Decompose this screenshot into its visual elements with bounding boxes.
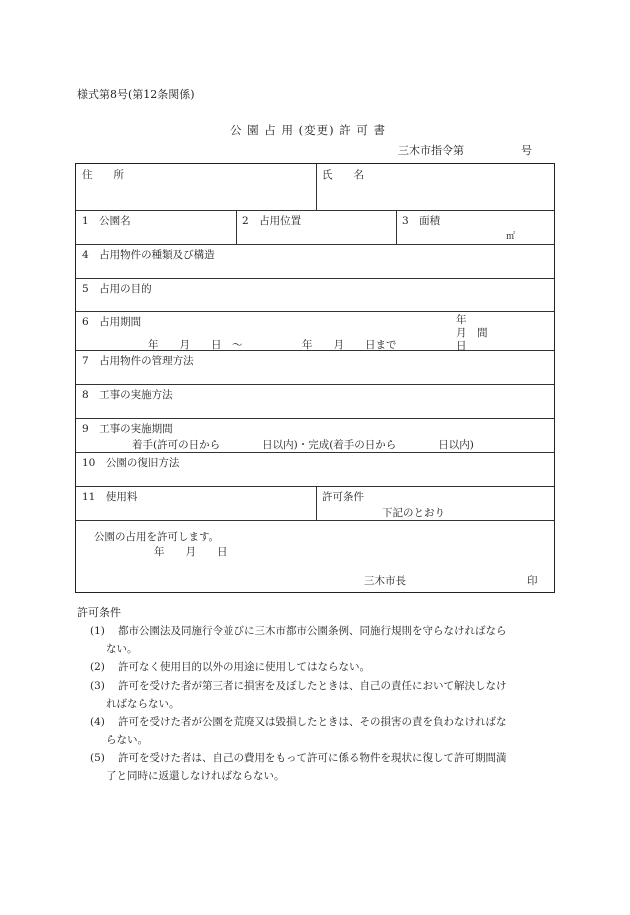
condition-number: (3) — [90, 680, 105, 692]
condition-text: 許可を受けた者は、自己の費用をもって許可に係る物件を現状に復して許可期間満 — [118, 752, 507, 764]
period-to: 年 月 日まで — [302, 339, 397, 351]
seal-label: 印 — [527, 575, 538, 587]
purpose-label: 5 占用の目的 — [82, 283, 152, 295]
object-label: 4 占用物件の種類及び構造 — [82, 249, 215, 261]
condition-text-continued: ない。 — [106, 643, 138, 655]
row-divider — [76, 311, 554, 312]
fee-label: 11 使用料 — [82, 491, 138, 503]
condition-text-continued: ればならない。 — [106, 698, 180, 710]
condition-number: (2) — [90, 661, 105, 673]
construction-period-label: 9 工事の実施期間 — [82, 423, 173, 435]
row-divider — [76, 384, 554, 385]
conditions-note: 下記のとおり — [382, 507, 445, 519]
condition-number: (1) — [90, 625, 105, 637]
form-number: 様式第8号(第12条関係) — [77, 88, 195, 101]
park-name-label: 1 公園名 — [82, 215, 131, 227]
period-from: 年 月 日 ～ — [148, 339, 243, 351]
col-divider — [236, 210, 237, 244]
permit-number-prefix: 三木市指令第 — [398, 144, 464, 157]
period-side-month: 月 間 — [456, 327, 488, 339]
row-divider — [76, 210, 554, 211]
condition-text-continued: 了と同時に返還しなければならない。 — [106, 770, 285, 782]
row-divider — [76, 418, 554, 419]
col-divider — [396, 210, 397, 244]
location-label: 2 占用位置 — [242, 215, 302, 227]
condition-number: (5) — [90, 752, 105, 764]
construction-period-detail: 着手(許可の日から 日以内)・完成(着手の日から 日以内) — [132, 439, 474, 451]
address-label: 住 所 — [82, 169, 124, 181]
area-label: 3 面積 — [402, 215, 441, 227]
condition-text-continued: らない。 — [106, 734, 148, 746]
row-divider — [76, 244, 554, 245]
period-label: 6 占用期間 — [82, 316, 142, 328]
area-unit: ㎡ — [506, 232, 516, 242]
col-divider — [316, 164, 317, 210]
condition-text: 許可を受けた者が第三者に損害を及ぼしたときは、自己の責任において解決しなけ — [118, 680, 507, 692]
row-divider — [76, 486, 554, 487]
permit-number-suffix: 号 — [521, 144, 532, 157]
name-label: 氏 名 — [322, 169, 364, 181]
construction-method-label: 8 工事の実施方法 — [82, 389, 173, 401]
condition-number: (4) — [90, 716, 105, 728]
document-title: 公 園 占 用 (変更) 許 可 書 — [230, 123, 387, 137]
condition-text: 許可なく使用目的以外の用途に使用してはならない。 — [118, 661, 370, 673]
grant-statement: 公園の占用を許可します。 — [94, 531, 220, 543]
mayor-label: 三木市長 — [364, 575, 406, 587]
col-divider — [316, 486, 317, 520]
conditions-label: 許可条件 — [322, 491, 364, 503]
condition-text: 都市公園法及同施行令並びに三木市都市公園条例、同施行規則を守らなければなら — [118, 625, 507, 637]
row-divider — [76, 278, 554, 279]
grant-date: 年 月 日 — [154, 546, 228, 558]
permit-form-table — [75, 163, 555, 593]
conditions-title: 許可条件 — [77, 606, 121, 619]
restoration-label: 10 公園の復旧方法 — [82, 457, 180, 469]
condition-text: 許可を受けた者が公園を荒廃又は毀損したときは、その損害の責を負わなければな — [118, 716, 507, 728]
management-label: 7 占用物件の管理方法 — [82, 355, 194, 367]
period-side-day: 日 — [456, 340, 467, 352]
period-side-year: 年 — [456, 314, 467, 326]
row-divider — [76, 452, 554, 453]
row-divider — [76, 520, 554, 521]
